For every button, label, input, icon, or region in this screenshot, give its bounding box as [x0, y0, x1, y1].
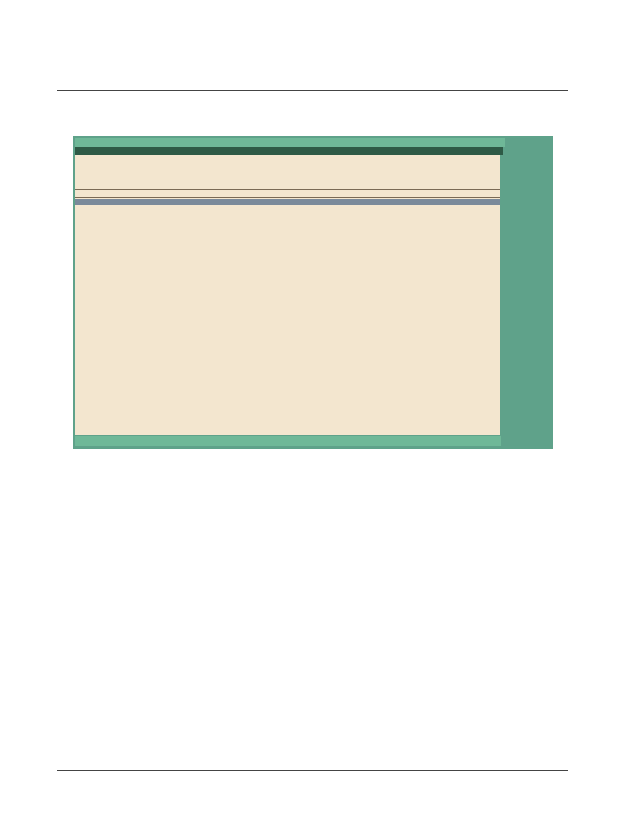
header-rule-bottom	[75, 197, 500, 198]
screenshot-title-bar	[75, 147, 503, 155]
screenshot-bottom-button-bar	[75, 436, 501, 446]
header-rule-top	[75, 189, 500, 190]
tally-logo	[494, 54, 570, 56]
day-book-screenshot	[73, 136, 553, 449]
footer-rule	[57, 770, 568, 771]
selected-voucher-row[interactable]	[75, 199, 500, 205]
screenshot-top-button-bar	[75, 138, 505, 147]
day-book-report	[75, 155, 500, 435]
screenshot-function-key-sidebar	[501, 138, 551, 447]
header-rule	[57, 90, 568, 91]
